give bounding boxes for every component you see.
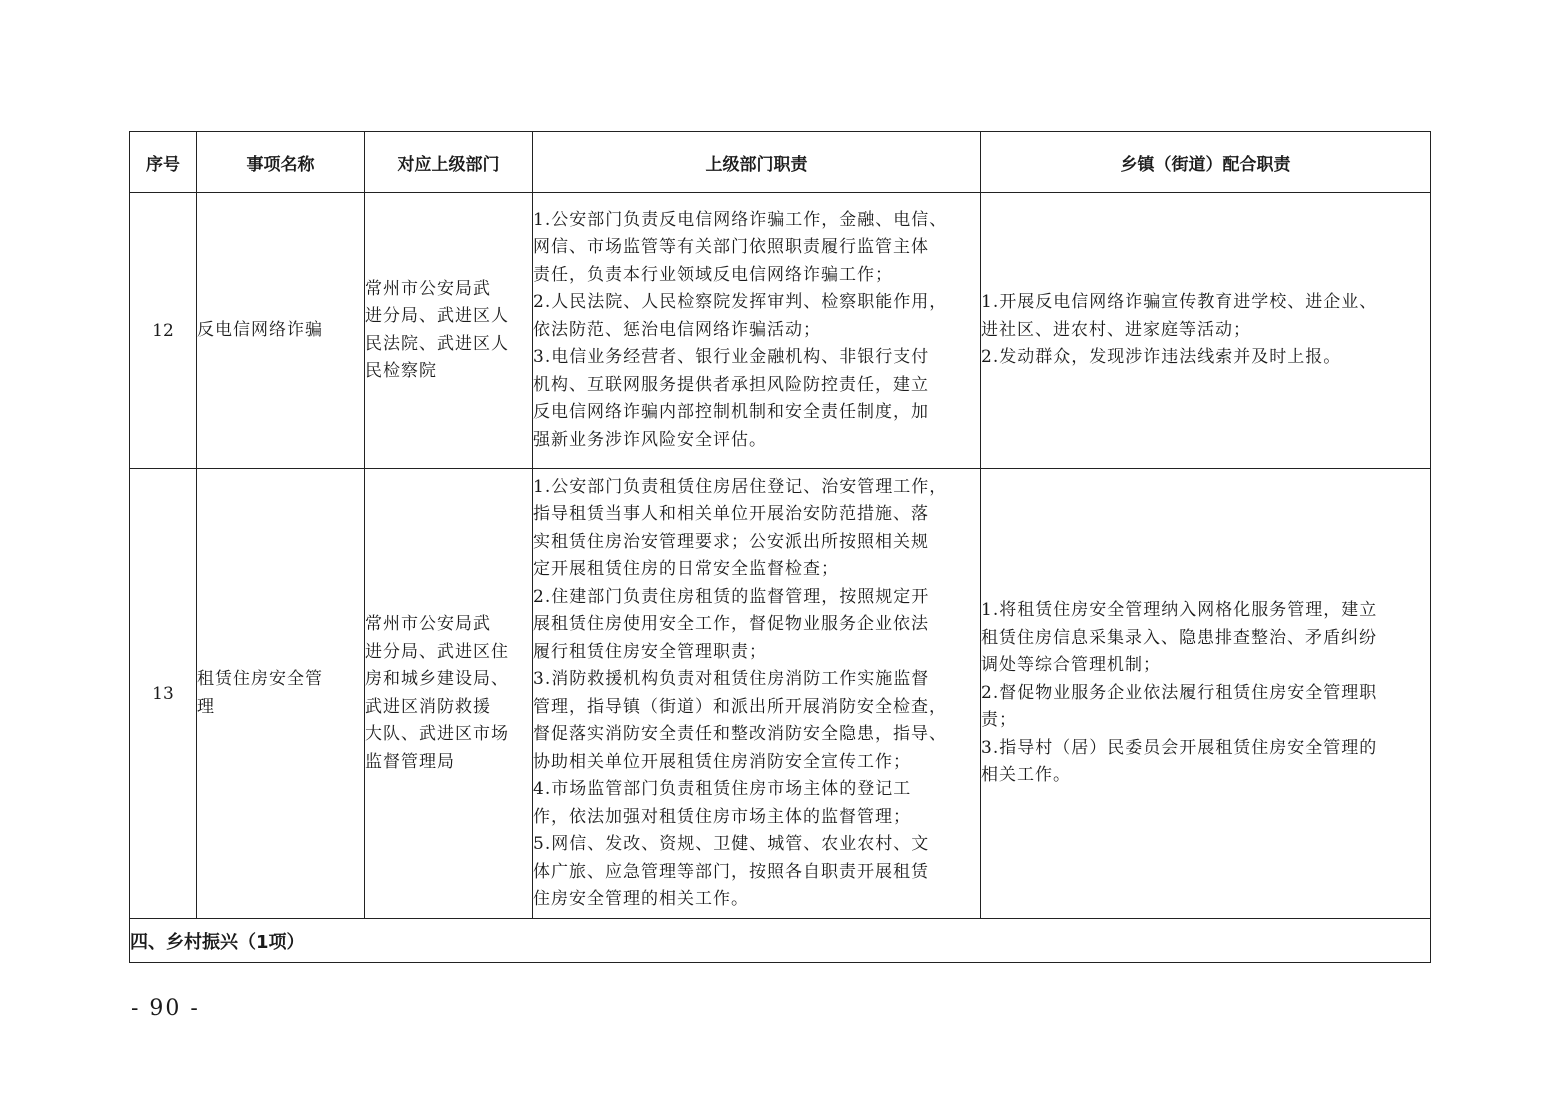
cell-line: 履行租赁住房安全管理职责；	[533, 641, 767, 662]
cell-line: 反电信网络诈骗	[197, 319, 323, 340]
table-row	[130, 193, 1431, 469]
header-township-duties: 乡镇（街道）配合职责	[981, 132, 1431, 193]
cell-line: 进社区、进农村、进家庭等活动；	[981, 319, 1251, 340]
row-superior-duties-text	[533, 474, 980, 914]
cell-line: 理	[197, 696, 215, 717]
cell-line: 相关工作。	[981, 765, 1071, 786]
row-department-text	[365, 276, 532, 386]
table-header-row	[130, 132, 1431, 193]
row-township-duties-text	[981, 597, 1430, 790]
cell-line: 3.电信业务经营者、银行业金融机构、非银行支付	[533, 347, 930, 368]
section-title: 四、乡村振兴（1项）	[130, 919, 1431, 963]
cell-line: 5.网信、发改、资规、卫健、城管、农业农村、文	[533, 834, 930, 854]
cell-line: 责任，负责本行业领域反电信网络诈骗工作；	[533, 264, 893, 285]
row-township-duties	[981, 469, 1431, 919]
cell-line: 租赁住房安全管	[197, 669, 323, 689]
cell-line: 责；	[981, 710, 1017, 731]
cell-line: 2.人民法院、人民检察院发挥审判、检察职能作用，	[533, 292, 948, 313]
cell-line: 强新业务涉诈风险安全评估。	[533, 429, 767, 450]
row-item-name-text	[197, 666, 364, 721]
table-row	[130, 469, 1431, 919]
cell-line: 1.公安部门负责租赁住房居住登记、治安管理工作，	[533, 476, 948, 497]
cell-line: 定开展租赁住房的日常安全监督检查；	[533, 559, 839, 579]
cell-line: 3.消防救援机构负责对租赁住房消防工作实施监督	[533, 669, 930, 689]
duty-table	[129, 131, 1431, 963]
cell-line: 民检察院	[365, 361, 437, 381]
row-department-text	[365, 611, 532, 776]
cell-line: 1.将租赁住房安全管理纳入网格化服务管理，建立	[981, 600, 1378, 621]
cell-line: 进分局、武进区人	[365, 306, 509, 326]
cell-line: 武进区消防救援	[365, 696, 491, 717]
header-department: 对应上级部门	[365, 132, 533, 193]
cell-line: 协助相关单位开展租赁住房消防安全宣传工作；	[533, 751, 911, 772]
cell-line: 2.发动群众，发现涉诈违法线索并及时上报。	[981, 347, 1342, 368]
cell-line: 4.市场监管部门负责租赁住房市场主体的登记工	[533, 779, 912, 799]
cell-line: 体广旅、应急管理等部门，按照各自职责开展租赁	[533, 861, 929, 882]
cell-line: 实租赁住房治安管理要求；公安派出所按照相关规	[533, 531, 929, 552]
cell-line: 大队、武进区市场	[365, 724, 509, 744]
row-department	[365, 469, 533, 919]
row-superior-duties-text	[533, 207, 980, 455]
cell-line: 管理，指导镇（街道）和派出所开展消防安全检查，	[533, 696, 947, 717]
cell-line: 常州市公安局武	[365, 278, 491, 299]
row-item-name	[197, 469, 365, 919]
header-index: 序号	[130, 132, 197, 193]
cell-line: 1.公安部门负责反电信网络诈骗工作，金融、电信、	[533, 209, 948, 230]
cell-line: 民法院、武进区人	[365, 333, 509, 354]
cell-line: 住房安全管理的相关工作。	[533, 889, 749, 909]
cell-line: 进分局、武进区住	[365, 641, 509, 662]
cell-line: 机构、互联网服务提供者承担风险防控责任，建立	[533, 374, 929, 395]
header-item-name: 事项名称	[197, 132, 365, 193]
cell-line: 反电信网络诈骗内部控制机制和安全责任制度，加	[533, 402, 929, 423]
cell-line: 督促落实消防安全责任和整改消防安全隐患，指导、	[533, 724, 947, 744]
cell-line: 调处等综合管理机制；	[981, 655, 1161, 676]
cell-line: 1.开展反电信网络诈骗宣传教育进学校、进企业、	[981, 292, 1378, 313]
cell-line: 指导租赁当事人和相关单位开展治安防范措施、落	[533, 504, 929, 524]
cell-line: 常州市公安局武	[365, 614, 491, 634]
page-number: - 90 -	[131, 996, 200, 1021]
row-superior-duties	[533, 469, 981, 919]
cell-line: 网信、市场监管等有关部门依照职责履行监管主体	[533, 237, 929, 258]
header-superior-duties: 上级部门职责	[533, 132, 981, 193]
row-item-name-text	[197, 317, 364, 345]
cell-line: 2.督促物业服务企业依法履行租赁住房安全管理职	[981, 682, 1378, 703]
cell-line: 3.指导村（居）民委员会开展租赁住房安全管理的	[981, 737, 1378, 758]
cell-line: 房和城乡建设局、	[365, 669, 509, 689]
cell-line: 展租赁住房使用安全工作，督促物业服务企业依法	[533, 614, 929, 634]
row-township-duties-text	[981, 289, 1430, 372]
row-item-name	[197, 193, 365, 469]
cell-line: 2.住建部门负责住房租赁的监督管理，按照规定开	[533, 586, 930, 607]
row-index: 12	[130, 193, 197, 469]
row-superior-duties	[533, 193, 981, 469]
cell-line: 作，依法加强对租赁住房市场主体的监督管理；	[533, 806, 911, 827]
cell-line: 监督管理局	[365, 751, 455, 772]
section-row	[130, 919, 1431, 963]
row-township-duties	[981, 193, 1431, 469]
cell-line: 租赁住房信息采集录入、隐患排查整治、矛盾纠纷	[981, 627, 1377, 648]
row-index: 13	[130, 469, 197, 919]
row-department	[365, 193, 533, 469]
cell-line: 依法防范、惩治电信网络诈骗活动；	[533, 319, 821, 340]
